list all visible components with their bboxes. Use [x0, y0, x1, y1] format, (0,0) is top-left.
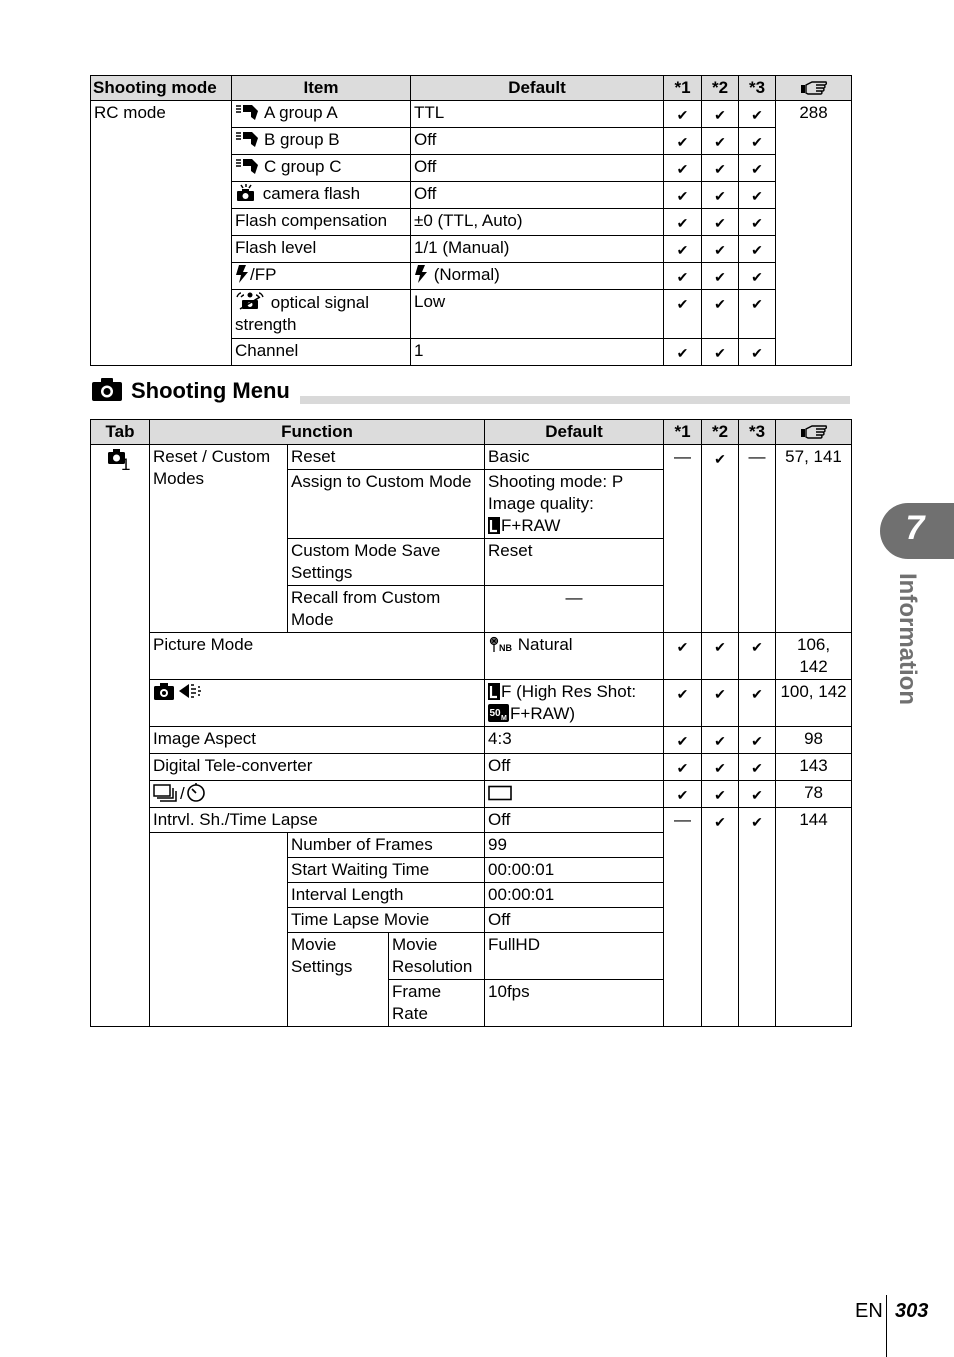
function-cell: [150, 781, 485, 808]
table-row: [91, 727, 852, 754]
check-mark: ✔: [664, 236, 702, 263]
table-row: [91, 781, 852, 808]
check-mark: ✔: [702, 339, 739, 366]
chapter-number: 7: [905, 509, 925, 547]
default-cell: Off: [485, 808, 664, 833]
check-mark: ✔: [739, 128, 776, 155]
chapter-tab: [880, 503, 954, 559]
default-label: Natural: [517, 635, 573, 654]
default-cell: Off: [411, 128, 664, 155]
check-mark: ✔: [702, 808, 739, 1027]
dash-mark: —: [664, 808, 702, 1027]
header-default: Default: [485, 420, 664, 445]
default-cell: FullHD: [485, 933, 664, 980]
default-cell: Low: [411, 290, 664, 339]
check-mark: ✔: [664, 155, 702, 182]
item-label: C group C: [264, 157, 342, 176]
check-mark: ✔: [664, 754, 702, 781]
default-line: [488, 703, 660, 725]
dash-mark: —: [739, 445, 776, 633]
check-mark: ✔: [664, 209, 702, 236]
default-cell: 1/1 (Manual): [411, 236, 664, 263]
page-ref-cell: 57, 141: [776, 445, 852, 633]
function-cell: Reset / Custom Modes: [150, 445, 288, 633]
section-title: [91, 376, 850, 404]
page-ref-cell: 106, 142: [776, 633, 852, 680]
item-cell: Flash level: [232, 236, 411, 263]
table-row: [91, 101, 852, 128]
check-mark: ✔: [664, 290, 702, 339]
page-number: 303: [895, 1300, 929, 1322]
header-ref: [776, 420, 852, 445]
check-mark: ✔: [702, 128, 739, 155]
check-mark: ✔: [702, 236, 739, 263]
item-cell: [232, 101, 411, 128]
sub-function-cell: Time Lapse Movie: [288, 908, 485, 933]
default-line: Shooting mode: P: [488, 472, 624, 491]
camera-flash-icon: [235, 184, 257, 202]
default-cell: —: [485, 586, 664, 633]
chapter-label-text: Information: [894, 573, 921, 705]
shooting-menu-table: [90, 419, 852, 1027]
default-label: F+RAW): [510, 704, 576, 723]
page-ref-cell: 98: [776, 727, 852, 754]
table-row: [91, 680, 852, 727]
check-mark: ✔: [739, 155, 776, 182]
check-mark: ✔: [664, 339, 702, 366]
svg-text:50: 50: [489, 708, 501, 719]
header-function: Function: [150, 420, 485, 445]
default-line: Image quality:: [488, 494, 594, 513]
default-cell: [485, 680, 664, 727]
optical-signal-icon: [235, 291, 265, 311]
check-mark: ✔: [739, 290, 776, 339]
page-reference-icon: [800, 80, 828, 98]
default-cell: [485, 633, 664, 680]
header-star2: *2: [702, 420, 739, 445]
rc-mode-table: [90, 75, 852, 366]
item-cell: [232, 290, 411, 339]
table-row: [91, 754, 852, 781]
header-star1: *1: [664, 420, 702, 445]
default-cell: Off: [411, 182, 664, 209]
table-row: [91, 445, 852, 470]
check-mark: ✔: [664, 128, 702, 155]
item-cell: [232, 263, 411, 290]
camera-icon: [91, 376, 123, 402]
check-mark: ✔: [739, 633, 776, 680]
page-ref-cell: 144: [776, 808, 852, 1027]
header-star1: *1: [664, 76, 702, 101]
shooting-mode-cell: RC mode: [91, 101, 232, 366]
check-mark: ✔: [702, 727, 739, 754]
default-cell: ±0 (TTL, Auto): [411, 209, 664, 236]
check-mark: ✔: [702, 445, 739, 633]
default-cell: [485, 781, 664, 808]
sub-function-cell: Reset: [288, 445, 485, 470]
default-cell: 10fps: [485, 980, 664, 1027]
default-cell: 00:00:01: [485, 883, 664, 908]
item-label: B group B: [264, 130, 340, 149]
check-mark: ✔: [702, 155, 739, 182]
sub-sub-function-cell: Movie Resolution: [389, 933, 485, 980]
check-mark: ✔: [702, 209, 739, 236]
item-cell: Channel: [232, 339, 411, 366]
table-row: [91, 808, 852, 833]
sub-sub-function-cell: Frame Rate: [389, 980, 485, 1027]
check-mark: ✔: [664, 263, 702, 290]
check-mark: ✔: [739, 101, 776, 128]
item-label: A group A: [264, 103, 338, 122]
check-mark: ✔: [739, 781, 776, 808]
dash-mark: —: [664, 445, 702, 633]
check-mark: ✔: [739, 209, 776, 236]
tab-cell: [91, 445, 150, 1027]
page-ref-cell: 143: [776, 754, 852, 781]
item-label: camera flash: [262, 184, 361, 203]
chapter-label: [887, 570, 927, 710]
50m-quality-icon: [488, 704, 509, 722]
svg-text:NB: NB: [499, 643, 513, 653]
check-mark: ✔: [664, 633, 702, 680]
header-star2: *2: [702, 76, 739, 101]
sub-function-cell: Start Waiting Time: [288, 858, 485, 883]
check-mark: ✔: [739, 808, 776, 1027]
default-cell: Basic: [485, 445, 664, 470]
check-mark: ✔: [664, 680, 702, 727]
default-cell: 00:00:01: [485, 858, 664, 883]
item-cell: Flash compensation: [232, 209, 411, 236]
header-shooting-mode: Shooting mode: [91, 76, 232, 101]
page-ref-cell: 100, 142: [776, 680, 852, 727]
section-title-text: Shooting Menu: [131, 378, 290, 403]
sub-function-cell: Number of Frames: [288, 833, 485, 858]
check-mark: ✔: [702, 182, 739, 209]
flash-icon: [235, 265, 249, 283]
svg-text:M: M: [501, 715, 507, 722]
default-label: (Normal): [433, 265, 500, 284]
tab-number: 1: [121, 455, 131, 474]
check-mark: ✔: [739, 727, 776, 754]
default-cell: Off: [485, 908, 664, 933]
function-cell: Picture Mode: [150, 633, 485, 680]
separator: /: [180, 784, 185, 803]
check-mark: ✔: [702, 754, 739, 781]
self-timer-icon: [185, 782, 207, 802]
page-ref-cell: 288: [776, 101, 852, 366]
sub-function-cell: Assign to Custom Mode: [288, 470, 485, 539]
check-mark: ✔: [664, 182, 702, 209]
default-line: [488, 681, 660, 703]
large-quality-icon: [488, 517, 500, 534]
check-mark: ✔: [702, 781, 739, 808]
check-mark: ✔: [702, 290, 739, 339]
default-cell: 99: [485, 833, 664, 858]
page-ref-cell: 78: [776, 781, 852, 808]
footer-divider: [886, 1295, 887, 1357]
flash-group-icon: [235, 103, 263, 121]
natural-picture-mode-icon: [488, 635, 512, 653]
check-mark: ✔: [702, 101, 739, 128]
function-cell: Digital Tele-converter: [150, 754, 485, 781]
sub-function-cell: Recall from Custom Mode: [288, 586, 485, 633]
function-cell: Intrvl. Sh./Time Lapse: [150, 808, 485, 833]
header-star3: *3: [739, 76, 776, 101]
item-label: optical signal strength: [235, 293, 370, 334]
item-cell: [232, 182, 411, 209]
default-label: F (High Res Shot:: [501, 682, 637, 701]
blank-cell: [150, 833, 288, 1027]
table-header-row: [91, 420, 852, 445]
check-mark: ✔: [702, 633, 739, 680]
default-label: F+RAW: [501, 516, 561, 535]
function-cell: Image Aspect: [150, 727, 485, 754]
check-mark: ✔: [739, 263, 776, 290]
header-item: Item: [232, 76, 411, 101]
table-header-row: [91, 76, 852, 101]
header-ref: [776, 76, 852, 101]
check-mark: ✔: [664, 727, 702, 754]
check-mark: ✔: [739, 339, 776, 366]
check-mark: ✔: [664, 781, 702, 808]
table-row: [91, 633, 852, 680]
footer-language: EN: [855, 1300, 883, 1322]
function-cell: [150, 680, 485, 727]
check-mark: ✔: [739, 182, 776, 209]
check-mark: ✔: [739, 680, 776, 727]
flash-group-icon: [235, 157, 263, 175]
check-mark: ✔: [664, 101, 702, 128]
page-reference-icon: [800, 424, 828, 442]
sequential-shooting-icon: [153, 784, 179, 802]
flash-group-icon: [235, 130, 263, 148]
single-frame-icon: [488, 785, 514, 801]
camera-image-quality-icon: [153, 681, 209, 701]
default-cell: 1: [411, 339, 664, 366]
large-quality-icon: [488, 683, 500, 700]
check-mark: ✔: [739, 236, 776, 263]
item-cell: [232, 155, 411, 182]
item-cell: [232, 128, 411, 155]
check-mark: ✔: [702, 263, 739, 290]
check-mark: ✔: [739, 754, 776, 781]
flash-icon: [414, 265, 428, 283]
header-star3: *3: [739, 420, 776, 445]
sub-function-cell: Interval Length: [288, 883, 485, 908]
default-cell: Reset: [485, 539, 664, 586]
sub-function-cell: Custom Mode Save Settings: [288, 539, 485, 586]
default-line: [488, 515, 660, 537]
default-cell: Off: [485, 754, 664, 781]
item-label: /FP: [250, 265, 277, 284]
default-cell: 4:3: [485, 727, 664, 754]
default-cell: TTL: [411, 101, 664, 128]
default-cell: [411, 263, 664, 290]
default-cell: Off: [411, 155, 664, 182]
header-tab: Tab: [91, 420, 150, 445]
check-mark: ✔: [702, 680, 739, 727]
header-default: Default: [411, 76, 664, 101]
sub-function-cell: Movie Settings: [288, 933, 389, 1027]
default-cell: [485, 470, 664, 539]
